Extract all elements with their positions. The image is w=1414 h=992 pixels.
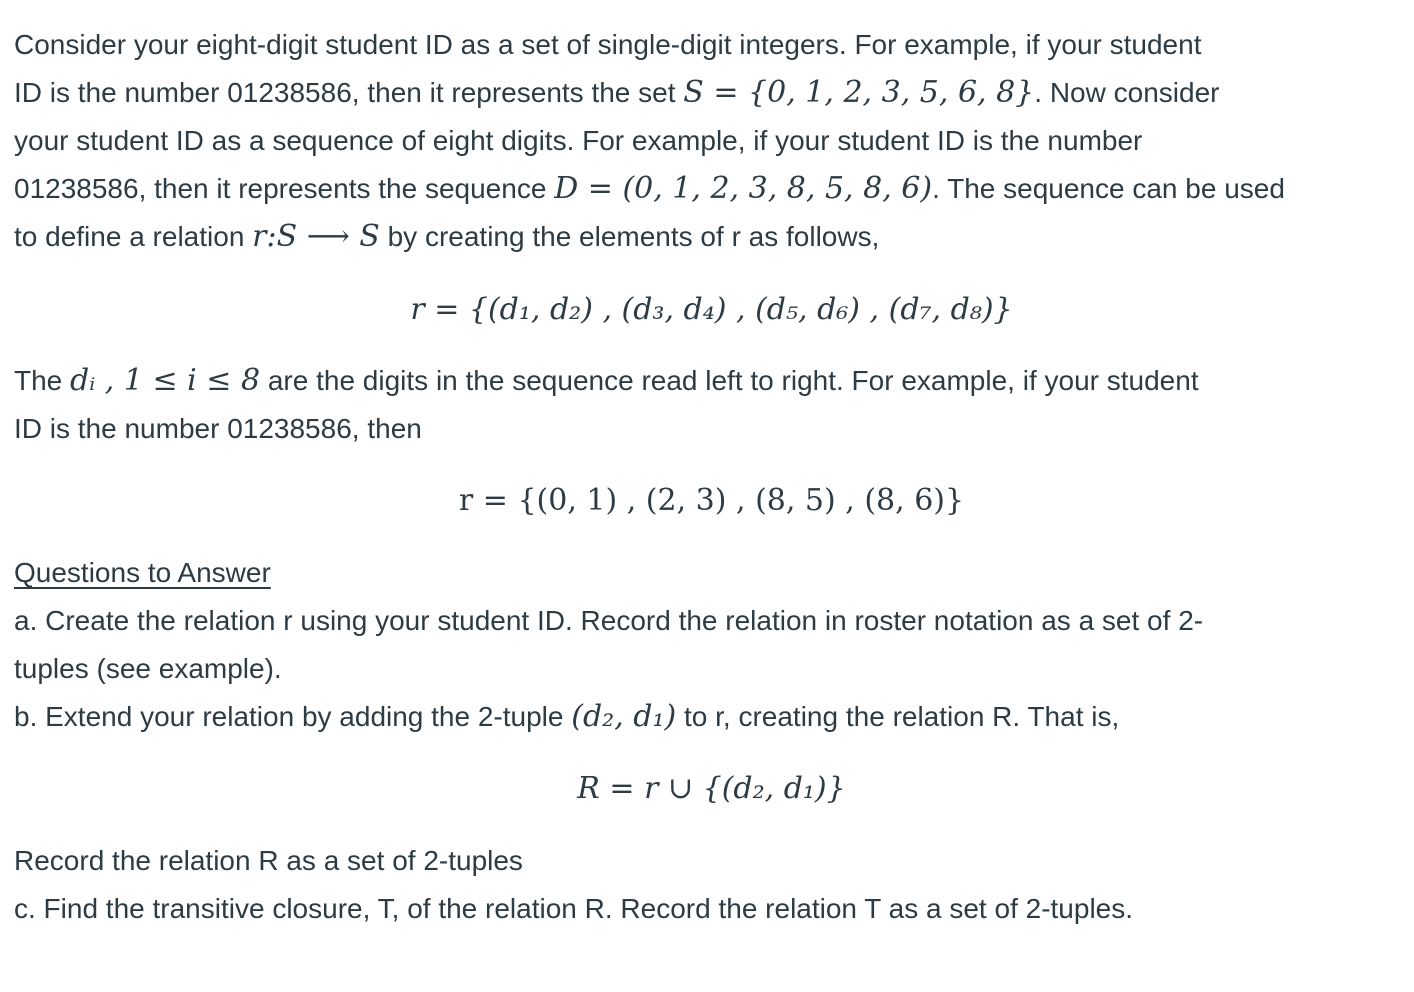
question-c-text-1: c. Find the transitive closure, T, of the relation R. Record the relation T as a set of 2-tuples. [14, 893, 1134, 924]
question-b-line-2 [14, 844, 523, 878]
formula-r-general [14, 293, 1409, 327]
explain-line-1 [14, 364, 1199, 398]
question-c-line-1 [14, 892, 1133, 926]
question-b-text-1b: to r, creating the relation R. That is, [676, 701, 1120, 732]
explain-text-1b: are the digits in the sequence read left to right. For example, if your student [260, 365, 1199, 396]
question-b-line-1 [14, 700, 1119, 734]
intro-text-3: your student ID as a sequence of eight digits. For example, if your student ID is the number [14, 125, 1143, 156]
formula-R [14, 772, 1409, 806]
question-b-text-1a: b. Extend your relation by adding the 2-tuple [14, 701, 572, 732]
explain-line-2 [14, 412, 422, 446]
b-tuple-math: (d₂, d₁) [571, 699, 677, 734]
set-s-math: S = {0, 1, 2, 3, 5, 6, 8} [683, 75, 1035, 110]
question-a-text-2: tuples (see example). [14, 653, 282, 684]
formula-r-example-text: r = {(0, 1) , (2, 3) , (8, 5) , (8, 6)} [458, 483, 965, 518]
intro-line-2 [14, 76, 1219, 110]
sequence-d-math: D = (0, 1, 2, 3, 8, 5, 8, 6) [554, 171, 933, 206]
intro-text-5a: to define a relation [14, 221, 253, 252]
intro-text-2a: ID is the number 01238586, then it represents the set [14, 77, 684, 108]
intro-line-5 [14, 220, 879, 254]
questions-heading [14, 556, 271, 590]
intro-line-4 [14, 172, 1285, 206]
question-a-text-1: a. Create the relation r using your student ID. Record the relation in roster notation as a set of 2- [14, 605, 1204, 636]
intro-line-1 [14, 28, 1201, 62]
intro-text-4a: 01238586, then it represents the sequence [14, 173, 555, 204]
formula-R-text: R = r ∪ {(d₂, d₁)} [577, 771, 846, 806]
explain-text-1a: The [14, 365, 71, 396]
formula-r-general-text: r = {(d₁, d₂) , (d₃, d₄) , (d₅, d₆) , (d₇, d₈)} [410, 292, 1013, 327]
di-range-math: dᵢ , 1 ≤ i ≤ 8 [70, 363, 261, 398]
questions-heading-text: Questions to Answer [14, 557, 271, 588]
intro-text-1: Consider your eight-digit student ID as a set of single-digit integers. For example, if your student [14, 29, 1202, 60]
intro-text-4b: . The sequence can be used [932, 173, 1285, 204]
relation-signature-math: r:S ⟶ S [252, 219, 380, 254]
explain-text-2: ID is the number 01238586, then [14, 413, 422, 444]
question-b-text-2: Record the relation R as a set of 2-tuples [14, 845, 523, 876]
formula-r-example [14, 484, 1409, 518]
intro-text-2b: . Now consider [1034, 77, 1220, 108]
intro-text-5b: by creating the elements of r as follows, [379, 221, 880, 252]
question-a-line-1 [14, 604, 1203, 638]
question-a-line-2 [14, 652, 282, 686]
intro-line-3 [14, 124, 1142, 158]
